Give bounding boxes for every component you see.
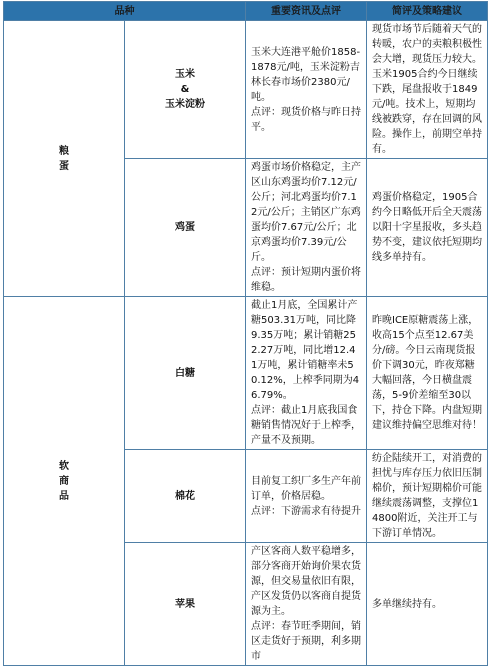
sector-char: 商 <box>59 475 69 487</box>
strategy-text: 现货市场节后随着天气的转暖，农户的卖粮积极性会大增，现货压力较大。玉米1905合约今日继续下跌，尾盘报收于1849元/吨。技术上，短期均线被跌穿，存在回调的风险。操作上，前期空单持有。 <box>372 24 482 155</box>
variety-cell <box>125 159 246 297</box>
strategy-text: 多单继续持有。 <box>372 598 442 610</box>
variety-name: 苹果 <box>175 598 195 610</box>
sector-cell-soft-commodities <box>4 297 125 666</box>
header-strategy: 简评及策略建议 <box>367 2 488 21</box>
variety-cell <box>125 297 246 450</box>
strategy-text: 纺企陆续开工，对消费的担忧与库存压力依旧压制棉价，预计短期棉价可能继续震荡调整，支撑位14800附近，关注开工与下游订单情况。 <box>372 453 482 539</box>
news-cell <box>246 159 367 297</box>
header-row <box>4 2 488 21</box>
variety-name: 白糖 <box>175 367 195 379</box>
news-text: 目前复工织厂多生产年前订单，价格居稳。 <box>251 475 361 502</box>
table-row <box>4 21 488 159</box>
news-text: 鸡蛋市场价格稳定，主产区山东鸡蛋均价7.12元/公斤；河北鸡蛋均价7.12元/公斤；主销区广东鸡蛋均价7.67元/公斤；北京鸡蛋均价7.39元/公斤。 <box>251 162 361 263</box>
news-comment: 点评：下游需求有待提升 <box>251 505 361 517</box>
table-row <box>4 297 488 450</box>
variety-cell <box>125 450 246 543</box>
news-comment: 点评：截止1月底我国食糖销售情况好于上榨季，产量不及预期。 <box>251 405 361 446</box>
news-comment: 点评：现货价格与昨日持平。 <box>251 106 361 133</box>
strategy-cell <box>367 297 488 450</box>
variety-name: & <box>180 84 190 95</box>
news-text: 玉米大连港平舱价1858-1878元/吨，玉米淀粉吉林长春市场价2380元/吨。 <box>251 46 361 103</box>
commodity-report-table <box>3 1 488 666</box>
sector-char: 品 <box>59 490 69 502</box>
header-variety: 品种 <box>4 2 246 21</box>
news-cell <box>246 297 367 450</box>
variety-name: 玉米 <box>175 69 195 80</box>
sector-char: 蛋 <box>59 160 69 172</box>
sector-char: 软 <box>59 460 69 472</box>
strategy-cell <box>367 543 488 666</box>
variety-name: 棉花 <box>175 490 195 502</box>
strategy-cell <box>367 21 488 159</box>
sector-cell-grain-egg <box>4 21 125 297</box>
sector-char: 粮 <box>59 145 69 157</box>
variety-name: 玉米淀粉 <box>165 99 205 110</box>
variety-cell <box>125 21 246 159</box>
news-text: 产区客商人数平稳增多，部分客商开始询价果农货源，但交易量依旧有限，产区发货仍以客商自提货源为主。 <box>251 546 361 617</box>
news-comment: 点评：春节旺季期间，销区走货好于预期，利多期市 <box>251 621 361 662</box>
news-comment: 点评：预计短期内蛋价将维稳。 <box>251 267 361 293</box>
strategy-text: 昨晚ICE原糖震荡上涨，收高15个点至12.67美分/磅。今日云南现货报价下调30元，昨夜郑糖大幅回落，今日横盘震荡，5-9价差缩至30以下，持仓下降。内盘短期建议维持偏空思维对待！ <box>372 315 482 431</box>
news-cell <box>246 450 367 543</box>
news-cell <box>246 543 367 666</box>
header-news: 重要资讯及点评 <box>246 2 367 21</box>
news-cell <box>246 21 367 159</box>
news-text: 截止1月底，全国累计产糖503.31万吨，同比降9.35万吨；累计销糖252.27万吨，同比增12.41万吨，累计销糖率未50.12%，上榨季同期为46.79%。 <box>251 300 360 401</box>
strategy-cell <box>367 450 488 543</box>
variety-cell <box>125 543 246 666</box>
strategy-text: 鸡蛋价格稳定，1905合约今日略低开后全天震荡以阳十字星报收，多头趋势不变，建议依托短期均线多单持有。 <box>372 192 482 263</box>
strategy-cell <box>367 159 488 297</box>
variety-name: 鸡蛋 <box>175 222 195 233</box>
